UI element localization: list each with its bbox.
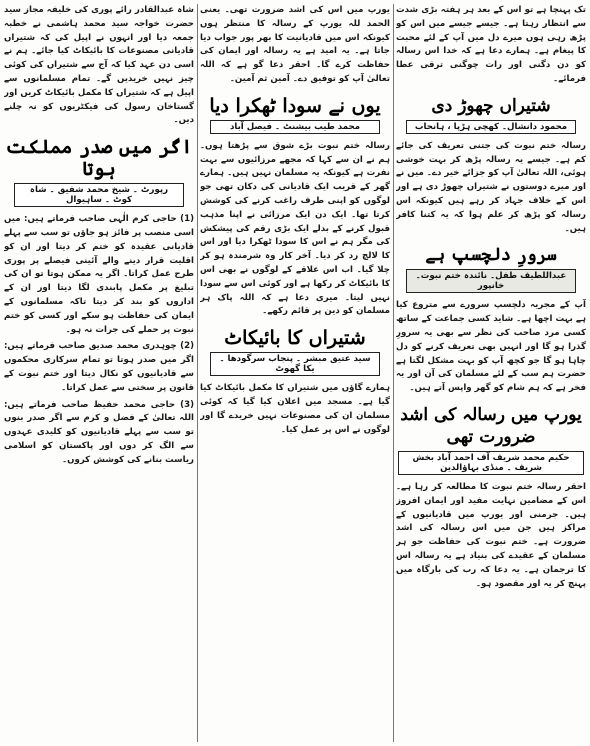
right-column [396,4,586,742]
item-number: (3) [180,399,194,410]
article-headline: شتیراں چھوڑ دی [431,95,551,116]
article-byline: عبداللطیف طفل۔ نائندہ ختم نبوت۔ خانپور [406,269,576,293]
item-text: حاجی محمد حفیظ صاحب فرماتے ہیں: اللہ تعالیٰ کے فضل و کرم سے اگر صدر بنوں تو سب سے پہلے قادیانیوں کو کلیدی عہدوں سے الگ کر دوں اور پاکستان کو اسلامی ریاست بنانے کی کوشش کروں۔ [4,399,194,465]
item-text: حاجی کرم الٰہی صاحب فرماتے ہیں: میں اسی منصب پر فائز ہو جاؤں تو سب سے پہلے قادیانی عقیدہ کو ختم کر دیتا اور ان کو اقلیت قرار دینے والے آئینی فیصلے پر پوری طرح عمل کراتا۔ اگر یہ ممکن ہوتا تو ان کی تبلیغ پر مکمل پابندی لگا دیتا اور ان کے اداروں کو بند کر دیتا تاکہ مسلمانوں کے ایمان کی حفاظت ہو سکے اور کسی کو ختم نبوت پر حملے کی جرات نہ ہو۔ [4,214,194,335]
item-text: چوہدری محمد صدیق صاحب فرماتے ہیں: اگر میں صدر ہوتا تو تمام سرکاری محکموں سے قادیانیوں کو نکال دیتا اور ختم نبوت کے قانون پر سختی سے عمل کراتا۔ [4,341,194,393]
letter-paragraph: یورپ میں اس کی اشد ضرورت تھی۔ یعنی الحمد للہ یورپ کے رسالہ کا منتظر ہوں کیونکہ اس میں قادیانیت کا بھر پور جواب دیا جاتا ہے۔ یہ امید ہے یہ رسالہ اور ایمان کی حفاظت کرے گا۔ احقر دعا گو ہے کہ اللہ تعالیٰ آپ کو توفیق دے۔ آمین ثم آمین۔ [200,5,390,84]
middle-column [200,4,390,742]
article-byline: سید عتیق مبشر ۔ پنجاب سرگودھا ۔ یکا گھوٹ [210,352,380,376]
letter-paragraph: تک پہنچا ہے تو اس کے بعد ہر ہفتہ بڑی شدت سے انتظار رہتا ہے۔ جیسے جیسے میں اس کو پڑھ رہی ہوں میرے دل میں آپ کے لئے محبت کا پیغام ہے۔ ہمارے دعا ہے کہ خدا اس رسالہ کو دن دگنی اور رات چوگنی ترقی عطا فرمائے۔ [396,5,586,84]
article-headline: اگر میں صدر مملکت ہوتا [5,136,193,181]
left-column [4,4,194,742]
item-number: (1) [180,214,194,225]
article-headline: یوں نے سودا ٹھکرا دیا [209,94,381,117]
list-item [4,340,194,395]
list-item [4,213,194,337]
letter-paragraph: آپ کے مجریہ دلچسپ سرورے سے متروع کیا ہے بہت اچھا ہے۔ شاید کسی جماعت کے ساتھ کسی مرد صاحب کی نظر سے بھی یہ سرورِ گذرا ہو گا اور انہیں بھی تعریف کرنے کو دل چاہا ہو گا جو کچھ آپ کو بہت مشکل لگتا ہے حضرت ہم سب کے لئے مسلمان کی آن اور یہ فخر ہے کہ ہم شام کو گھر واپس آتے ہیں۔ [396,300,586,394]
item-number: (2) [180,341,194,352]
article-byline: حکیم محمد شریف آف احمد آباد بخش شریف ۔ منڈی بہاؤالدین [398,451,584,475]
letter-paragraph: شاہ عبدالقادر رائے پوری کی خلیفہ مجاز سید حضرت خواجہ سید محمد ہاشمی نے خطبہ جمعہ دیا اور انہوں نے اپیل کی کہ شتیراں قادیانی مصنوعات کا بائیکاٹ کیا جائے۔ ہم نے اسی دن عہد کیا کہ آج سے شتیراں کی کوئی چیز نہیں خریدیں گے۔ تمام مسلمانوں سے اپیل ہے کہ شتیراں کا مکمل بائیکاٹ کریں اور گستاخان رسول کی فیکٹریوں کو نہ چلنے دیں۔ [4,5,194,126]
article-headline: سرورِ دلچسپ ہے [425,245,557,266]
article-byline: رپورٹ ۔ شیخ محمد شفیق ۔ شاہ کوٹ ۔ ساہیوال [14,183,184,207]
article-byline: محمود دانشال۔ کھچی ہڑپا ، ہانحاب [406,120,576,134]
letter-paragraph: احقر رسالہ ختم نبوت کا مطالعہ کر رہا ہے۔ اس کے مضامین نہایت مفید اور ایمان افروز ہیں۔ جرمنی اور یورپ میں قادیانیوں کے مراکز ہیں جن میں اس رسالہ کی اشد ضرورت ہے۔ ختم نبوت کی حفاظت جو ہر مسلمان کے عقیدے کی بنیاد ہے یہ رسالہ اس کا ترجمان ہے۔ یہ دعا کہ رب کی بارگاہ میں پہنچ کر یہ اور مقصود ہو۔ [396,481,586,589]
column-divider [197,4,198,742]
letter-paragraph: رسالہ ختم نبوت کی جتنی تعریف کی جائے کم ہے۔ جیسے یہ رسالہ پڑھ کر بہت خوشی ہوئی، اللہ تعالیٰ آپ کو جزائے خیر دے۔ میں نے اور میرے دوستوں نے شتیراں چھوڑ دی ہے اور اس کے خلاف جہاد کر رہے ہیں کیونکہ اس رسالہ کو پڑھ کر علم ہوا کہ یہ کتنا کافر ہیں۔ [396,140,586,234]
article-headline: شتیراں کا بائیکاٹ [224,327,366,350]
article-byline: محمد طیب بیشنٹ ۔ فیصل آباد [210,120,380,134]
letter-paragraph: ہمارے گاؤں میں شتیراں کا مکمل بائیکاٹ کیا گیا ہے۔ مسجد میں اعلان کیا گیا کہ کوئی مسلمان ان کی مصنوعات نہیں خریدے گا اور لوگوں نے اس پر عمل کیا۔ [200,383,390,435]
list-item [4,399,194,468]
article-headline: یورپ میں رسالہ کی اشد ضرورت تھی [400,404,582,447]
column-divider [393,4,394,742]
letter-paragraph: رسالہ ختم نبوت بڑے شوق سے پڑھتا ہوں۔ ہم نے ان سے کہا کہ مجھے مرزائیوں سے بہت نفرت ہے کیونکہ یہ مسلمان نہیں ہیں۔ ہمارے گھر کے قریب ایک قادیانی کی دکان تھی جو لوگوں کو اپنی طرف راغب کرنے کی کوشش کرتا تھا۔ ایک دن ایک مرزائی نے اپنا مذہب قبول کرنے کے بدلے ایک بڑی رقم کی پیشکش کی مگر ہم نے اس کا سودا ٹھکرا دیا اور اس کا لالچ رد کر دیا۔ آخر کار وہ شرمندہ ہو کر چلا گیا۔ اب اس علاقے کے لوگوں نے بھی اس کا بائیکاٹ کر رکھا ہے اور کوئی اس سے سودا نہیں لیتا۔ میری دعا ہے کہ اللہ پاک ہر مسلمان کو دین پر قائم رکھے۔ [200,140,390,317]
